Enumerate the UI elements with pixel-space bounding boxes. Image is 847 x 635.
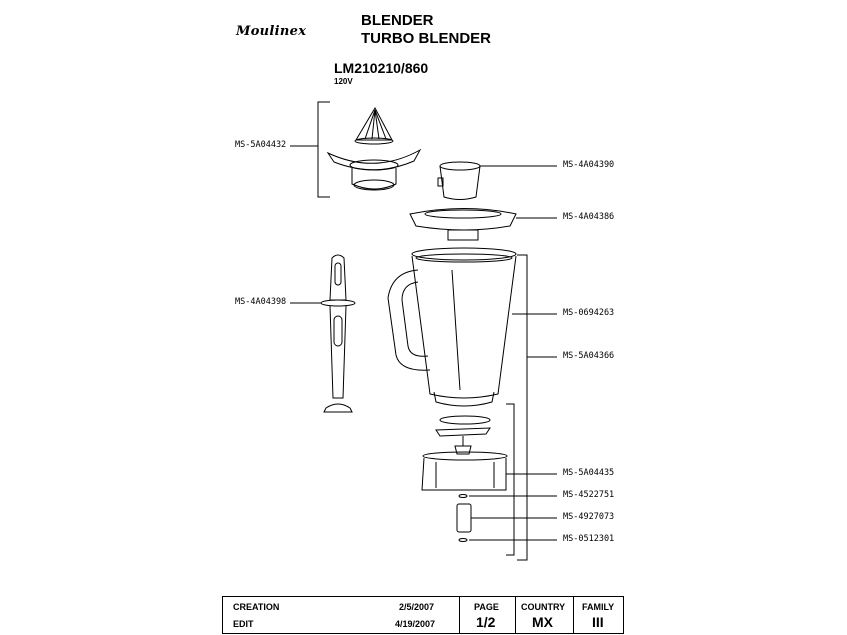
jar-lid [410,209,516,241]
blade-bracket [506,404,514,555]
part-label-jar: MS-0694263 [563,308,615,318]
title-block [222,596,624,634]
small-ring [459,495,467,498]
brand-logo: Moulinex [236,24,307,39]
part-label-coupling: MS-4927073 [563,512,615,522]
model-number: LM210210/860 [334,60,429,76]
jar-assembly-bracket [517,255,527,560]
country-value: MX [532,614,553,630]
part-label-blade: MS-5A04435 [563,468,615,478]
washer [459,539,467,542]
product-title: BLENDER [361,12,434,29]
family-label: FAMILY [582,602,615,612]
seal-ring [440,416,490,424]
juicer-bracket [318,102,330,197]
edit-label: EDIT [233,619,254,629]
family-value: III [592,614,604,630]
family-cell [573,597,623,633]
coupling [457,504,471,532]
product-subtitle: TURBO BLENDER [361,30,491,47]
creation-label: CREATION [233,602,280,612]
juicer-bowl [328,150,420,190]
country-cell [515,597,573,633]
part-label-cap: MS-4A04390 [563,160,615,170]
part-label-washer: MS-0512301 [563,534,615,544]
page-value: 1/2 [476,614,496,630]
page-label: PAGE [474,602,499,612]
creation-date: 2/5/2007 [399,602,435,612]
hand-blender [321,255,355,412]
part-label-jar-assembly: MS-5A04366 [563,351,615,361]
blender-jar [388,248,516,406]
blade-assembly [436,428,490,454]
part-label-lid: MS-4A04386 [563,212,615,222]
juicer-reamer [355,108,393,144]
voltage: 120V [334,77,353,86]
edit-date: 4/19/2007 [395,619,436,629]
part-label-hand-blender: MS-4A04398 [235,297,287,307]
part-label-juicer: MS-5A04432 [235,140,287,150]
part-label-small-ring: MS-4522751 [563,490,615,500]
measuring-cap [438,162,480,200]
blade-base [422,452,507,490]
country-label: COUNTRY [521,602,566,612]
page-cell [459,597,515,633]
